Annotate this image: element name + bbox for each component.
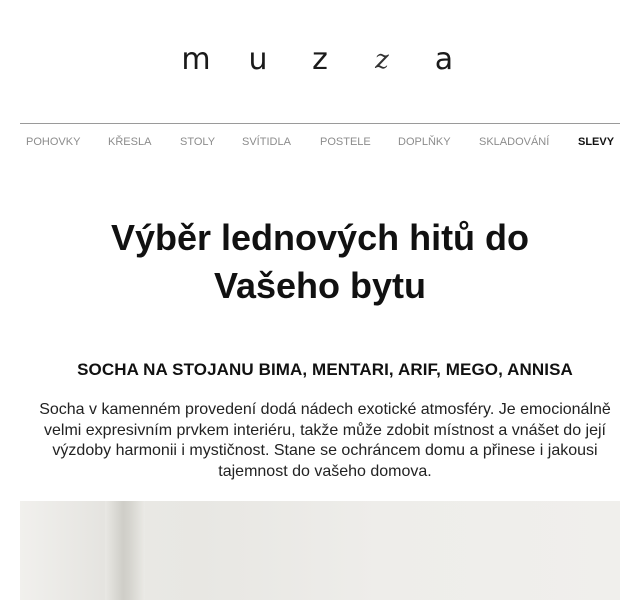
logo-letter: m xyxy=(181,42,211,77)
nav-item-postele[interactable]: POSTELE xyxy=(320,136,371,148)
image-shade xyxy=(20,501,110,600)
nav-item-svitidla[interactable]: SVÍTIDLA xyxy=(242,136,291,148)
logo-letter: a xyxy=(434,42,454,77)
category-nav xyxy=(0,124,640,160)
nav-item-skladovani[interactable]: SKLADOVÁNÍ xyxy=(479,136,550,148)
headline-line-1: Výběr lednových hitů do xyxy=(110,217,530,258)
image-pillar xyxy=(105,501,145,600)
product-description: Socha v kamenném provedení dodá nádech exotické atmosféry. Je emocionálně velmi expresivním prvkem interiéru, takže může zdobit místnost a vnášet do její výzdoby harmonii i mystičnost. Stane se ochráncem domu a přinese i jakousi tajemnost do vašeho domova. xyxy=(39,401,611,480)
nav-item-pohovky[interactable]: POHOVKY xyxy=(26,136,81,148)
nav-item-doplnky[interactable]: DOPLŇKY xyxy=(398,136,451,148)
logo-letter: z xyxy=(312,42,328,77)
product-title[interactable]: SOCHA NA STOJANU BIMA, MENTARI, ARIF, MEGO, ANNISA xyxy=(77,360,573,379)
headline-line-2: Vašeho bytu xyxy=(213,265,427,306)
nav-item-stoly[interactable]: STOLY xyxy=(180,136,216,148)
nav-item-kresla[interactable]: KŘESLA xyxy=(108,136,152,148)
product-image[interactable] xyxy=(20,501,620,600)
logo-letter-script: z xyxy=(375,45,389,75)
nav-item-slevy[interactable]: SLEVY xyxy=(578,136,615,148)
page-headline xyxy=(20,214,620,310)
brand-logo[interactable] xyxy=(0,40,640,80)
logo-letter: u xyxy=(248,42,268,77)
